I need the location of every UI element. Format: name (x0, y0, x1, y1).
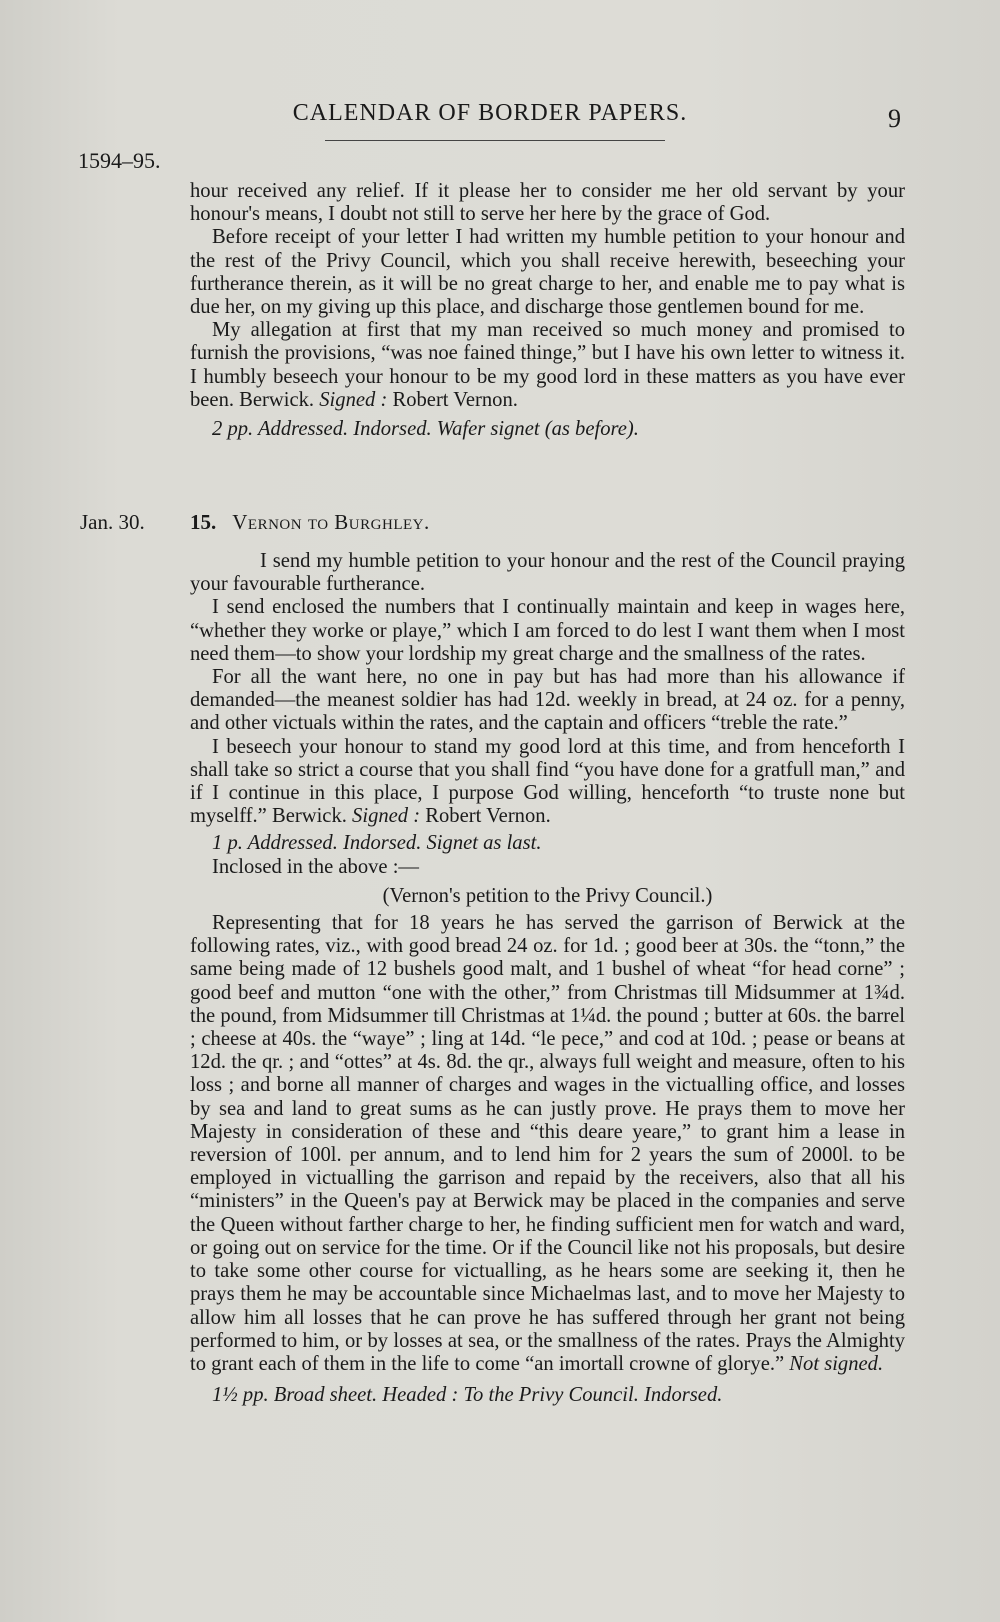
letter-continuation (190, 180, 905, 441)
paragraph-text: I beseech your honour to stand my good lord at this time, and from henceforth I shall take so strict a course that you shall find “you have done for a gratfull man,” and if I continue in this place, I purpose God willing, henceforth “to truste none but myselff.” Berwick. (190, 735, 905, 828)
margin-year: 1594–95. (78, 148, 161, 173)
entry-number: 15. (190, 510, 217, 534)
entry-title: Vernon to Burghley. (232, 510, 430, 534)
paragraph: I send enclosed the numbers that I continually maintain and keep in wages here, “whether they worke or playe,” which I am forced to do lest I want them when I most need them—to show your lordship my great charge and the smallness of the rates. (190, 596, 905, 665)
petition-title: (Vernon's petition to the Privy Council.) (382, 884, 713, 907)
signed-label: Signed : (352, 805, 421, 828)
entry-heading (190, 510, 430, 535)
document-note: 1 p. Addressed. Indorsed. Signet as last. (212, 832, 542, 855)
petition-paragraph (190, 912, 905, 1376)
entry-body (190, 550, 905, 1407)
entry-date: Jan. 30. (80, 510, 145, 534)
paragraph: I send my humble petition to your honour and the rest of the Council praying your favourable furtherance. (190, 550, 905, 596)
not-signed-note: Not signed. (789, 1352, 884, 1375)
paragraph-text: Representing that for 18 years he has served the garrison of Berwick at the following rates, viz., with good bread 24 oz. for 1d. ; good beer at 30s. the “tonn,” the same being made of 12 bushels good malt, and 1 bushel of wheat “for head corne” ; good beef and mutton “one with the other,” from Christmas till Midsummer at 1¾d. the pound, from Midsummer till Christmas at 1¼d. the pound ; butter at 60s. the barrel ; cheese at 40s. the “waye” ; ling at 14d. “le pece,” and cod at 10d. ; pease or beans at 12d. the qr. ; and “ottes” at 4s. 8d. the qr., always full weight and measure, often to his loss ; and borne all manner of charges and wages in the victualling office, and losses by sea and land to great sums as he can justly prove. He prays them to move her Majesty in consideration of these and “this deare yeare,” to grant him a lease in reversion of 100l. per annum, and to lend him for 2 years the sum of 2000l. to be employed in victualling the garrison and repaid by the receivers, also that all his “ministers” in the Queen's pay at Berwick may be placed in the companies and serve the Queen without farther charge to her, he finding sufficient men for watch and ward, or going out on service for the time. Or if the Council like not his proposals, but desire to take some other course for victualling, as he hears some are seeking it, then he prays them he may be accountable since Michaelmas last, and to move her Majesty to allow him all losses that he can prove he has suffered through her grant not being performed to him, or by losses at sea, or the smallness of the rates. Prays the Almighty to grant each of them in the life to come “an imortall crowne of glorye.” (190, 912, 905, 1375)
paragraph: For all the want here, no one in pay but has had more than his allowance if demanded—the meanest soldier has had 12d. weekly in bread, at 24 oz. for a penny, and other victuals within the rates, and the captain and officers “treble the rate.” (190, 666, 905, 735)
paragraph: hour received any relief. If it please her to consider me her old servant by your honour's means, I doubt not still to serve her here by the grace of God. (190, 180, 905, 226)
document-note: 2 pp. Addressed. Indorsed. Wafer signet (as before). (212, 418, 639, 441)
paragraph (190, 736, 905, 829)
paragraph: Before receipt of your letter I had written my humble petition to your honour and the rest of the Privy Council, which you shall receive herewith, beseeching your furtherance therein, as it will be no great charge to her, and enable me to pay what is due her, on my giving up this place, and discharge those gentlemen bound for me. (190, 226, 905, 319)
paragraph (190, 319, 905, 412)
inclosure-label: Inclosed in the above :— (212, 855, 420, 878)
page-number: 9 (888, 104, 901, 133)
signature-name: Robert Vernon. (392, 388, 518, 411)
paragraph-text: My allegation at first that my man received so much money and promised to furnish the provisions, “was noe fained thinge,” but I have his own letter to witness it. I humbly beseech your honour to be my good lord in these matters as you have ever been. Berwick. (190, 319, 905, 411)
running-title: CALENDAR OF BORDER PAPERS. (292, 100, 688, 126)
signed-label: Signed : (319, 388, 388, 411)
signature-name: Robert Vernon. (425, 805, 551, 828)
document-note: 1½ pp. Broad sheet. Headed : To the Privy Council. Indorsed. (212, 1384, 723, 1407)
header-rule (325, 140, 665, 141)
